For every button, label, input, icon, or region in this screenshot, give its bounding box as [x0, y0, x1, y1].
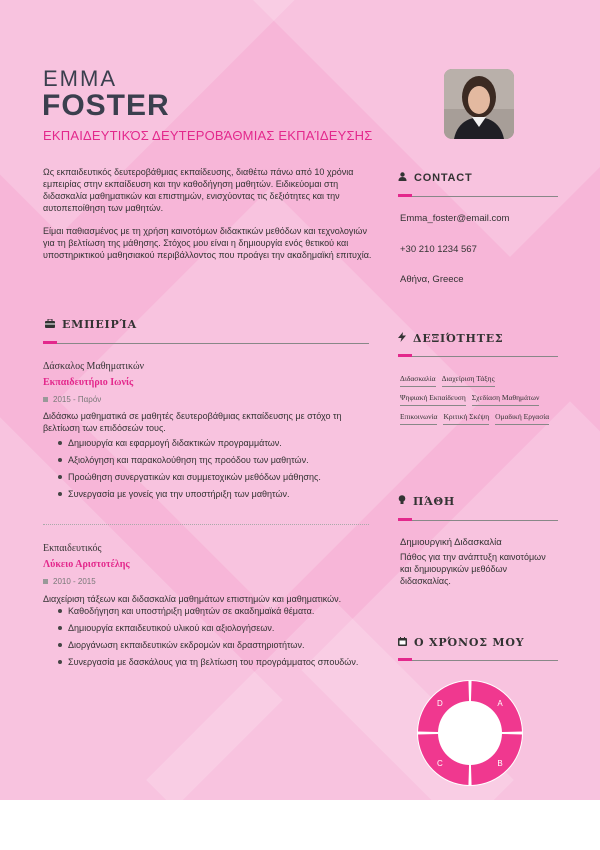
- list-item: Καθοδήγηση και υποστήριξη μαθητών σε ακαδημαϊκά θέματα.: [68, 605, 374, 617]
- donut-label-b: B: [497, 759, 503, 769]
- contact-email[interactable]: Emma_foster@email.com: [400, 213, 510, 224]
- summary: [43, 166, 373, 272]
- job-bullets: [54, 437, 374, 505]
- calendar-icon: [43, 397, 48, 402]
- job-role: Εκπαιδευτικός: [43, 543, 102, 554]
- skills-list: [400, 374, 560, 425]
- profile-photo: [444, 69, 514, 139]
- skills-divider: [398, 356, 558, 357]
- last-name: FOSTER: [42, 89, 170, 122]
- passion-description: Πάθος για την ανάπτυξη καινοτόμων και δημιουργικών μεθόδων διδασκαλίας.: [400, 552, 546, 586]
- passion-title: Δημιουργική Διδασκαλία: [400, 537, 502, 548]
- first-name: EMMA: [43, 66, 117, 91]
- skill-tag: Διδασκαλία: [400, 374, 436, 387]
- experience-divider: [43, 343, 369, 344]
- job-description: Διαχείριση τάξεων και διδασκαλία μαθημάτων επιστημών και μαθηματικών.: [43, 594, 342, 604]
- donut-background: [417, 680, 523, 786]
- job-company: Λύκειο Αριστοτέλης: [43, 559, 130, 570]
- skills-heading: [398, 332, 503, 345]
- donut-label-a: A: [497, 698, 503, 708]
- job-separator: [43, 524, 369, 525]
- job-dates-text: 2010 - 2015: [53, 577, 96, 586]
- experience-heading-text: ΕΜΠΕΙΡΊΑ: [62, 318, 137, 331]
- skill-tag: Διαχείριση Τάξης: [442, 374, 495, 387]
- skill-tag: Ψηφιακή Εκπαίδευση: [400, 393, 466, 406]
- experience-accent: [43, 341, 57, 344]
- lightning-icon: [398, 332, 406, 345]
- donut-label-d: D: [437, 698, 443, 708]
- job-dates: [43, 395, 101, 404]
- skill-tag: Επικοινωνία: [400, 412, 437, 425]
- job-company: Εκπαιδευτήριο Ιωνίς: [43, 377, 134, 388]
- list-item: Δημιουργία εκπαιδευτικού υλικού και αξιολογήσεων.: [68, 622, 374, 634]
- time-accent: [398, 658, 412, 661]
- lightbulb-icon: [398, 495, 406, 508]
- job-dates: [43, 577, 96, 586]
- passions-heading-text: ΠΆΘΗ: [413, 495, 456, 508]
- skill-tag: Κριτική Σκέψη: [443, 412, 489, 425]
- contact-phone: +30 210 1234 567: [400, 244, 477, 255]
- experience-heading: [45, 318, 137, 331]
- contact-accent: [398, 194, 412, 197]
- briefcase-icon: [45, 318, 55, 331]
- passions-heading: [398, 495, 455, 508]
- summary-paragraph: Ως εκπαιδευτικός δευτεροβάθμιας εκπαίδευσης, διαθέτω πάνω από 10 χρόνια εμπειρίας στην εκπαίδευση και την καθοδήγηση μαθητών. Ειδικεύομαι στη διδασκαλία μαθηματικών και επιστημών, ενισχύοντας τις δεξιότητες και την αυτοπεποίθηση των μαθητών.: [43, 167, 354, 213]
- list-item: Δημιουργία και εφαρμογή διδακτικών προγραμμάτων.: [68, 437, 374, 449]
- list-item: Διοργάνωση εκπαιδευτικών εκδρομών και δραστηριοτήτων.: [68, 639, 374, 651]
- contact-location: Αθήνα, Greece: [400, 274, 464, 285]
- skills-heading-text: ΔΕΞΙΌΤΗΤΕΣ: [413, 332, 504, 345]
- job-role: Δάσκαλος Μαθηματικών: [43, 361, 145, 372]
- time-donut-chart: [415, 678, 525, 788]
- calendar-icon: [398, 636, 407, 649]
- passions-divider: [398, 520, 558, 521]
- skill-tag: Σχεδίαση Μαθημάτων: [472, 393, 540, 406]
- list-item: Αξιολόγηση και παρακολούθηση της προόδου των μαθητών.: [68, 454, 374, 466]
- list-item: Προώθηση συνεργατικών και συμμετοχικών μεθόδων μάθησης.: [68, 471, 374, 483]
- contact-divider: [398, 196, 558, 197]
- job-bullets: [54, 605, 374, 673]
- contact-heading: [398, 172, 473, 184]
- time-divider: [398, 660, 558, 661]
- job-title: ΕΚΠΑΙΔΕΥΤΙΚΌΣ ΔΕΥΤΕΡΟΒΆΘΜΙΑΣ ΕΚΠΑΊΔΕΥΣΗΣ: [43, 128, 373, 143]
- person-icon: [398, 172, 407, 184]
- list-item: Συνεργασία με γονείς για την υποστήριξη των μαθητών.: [68, 488, 374, 500]
- skill-tag: Ομαδική Εργασία: [495, 412, 549, 425]
- donut-label-c: C: [437, 759, 443, 769]
- job-description: Διδάσκω μαθηματικά σε μαθητές δευτεροβάθμιας εκπαίδευσης με στόχο τη βελτίωση των επιδόσεών τους.: [43, 411, 342, 433]
- passions-accent: [398, 518, 412, 521]
- time-heading-text: Ο ΧΡΌΝΟΣ ΜΟΥ: [414, 636, 525, 649]
- list-item: Συνεργασία με δασκάλους για τη βελτίωση του προγράμματος σπουδών.: [68, 656, 374, 668]
- summary-paragraph: Είμαι παθιασμένος με τη χρήση καινοτόμων διδακτικών μεθόδων και τεχνολογιών για τη βελτίωση της μάθησης. Στόχος μου είναι η δημιουργία ενός θετικού και υποστηρικτικού μαθησιακού περιβάλλοντος που προάγει την ακαδημαϊκή επιτυχία.: [43, 226, 372, 260]
- job-dates-text: 2015 - Παρόν: [53, 395, 102, 404]
- skills-accent: [398, 354, 412, 357]
- time-heading: [398, 636, 524, 649]
- calendar-icon: [43, 579, 48, 584]
- contact-heading-text: CONTACT: [414, 172, 473, 184]
